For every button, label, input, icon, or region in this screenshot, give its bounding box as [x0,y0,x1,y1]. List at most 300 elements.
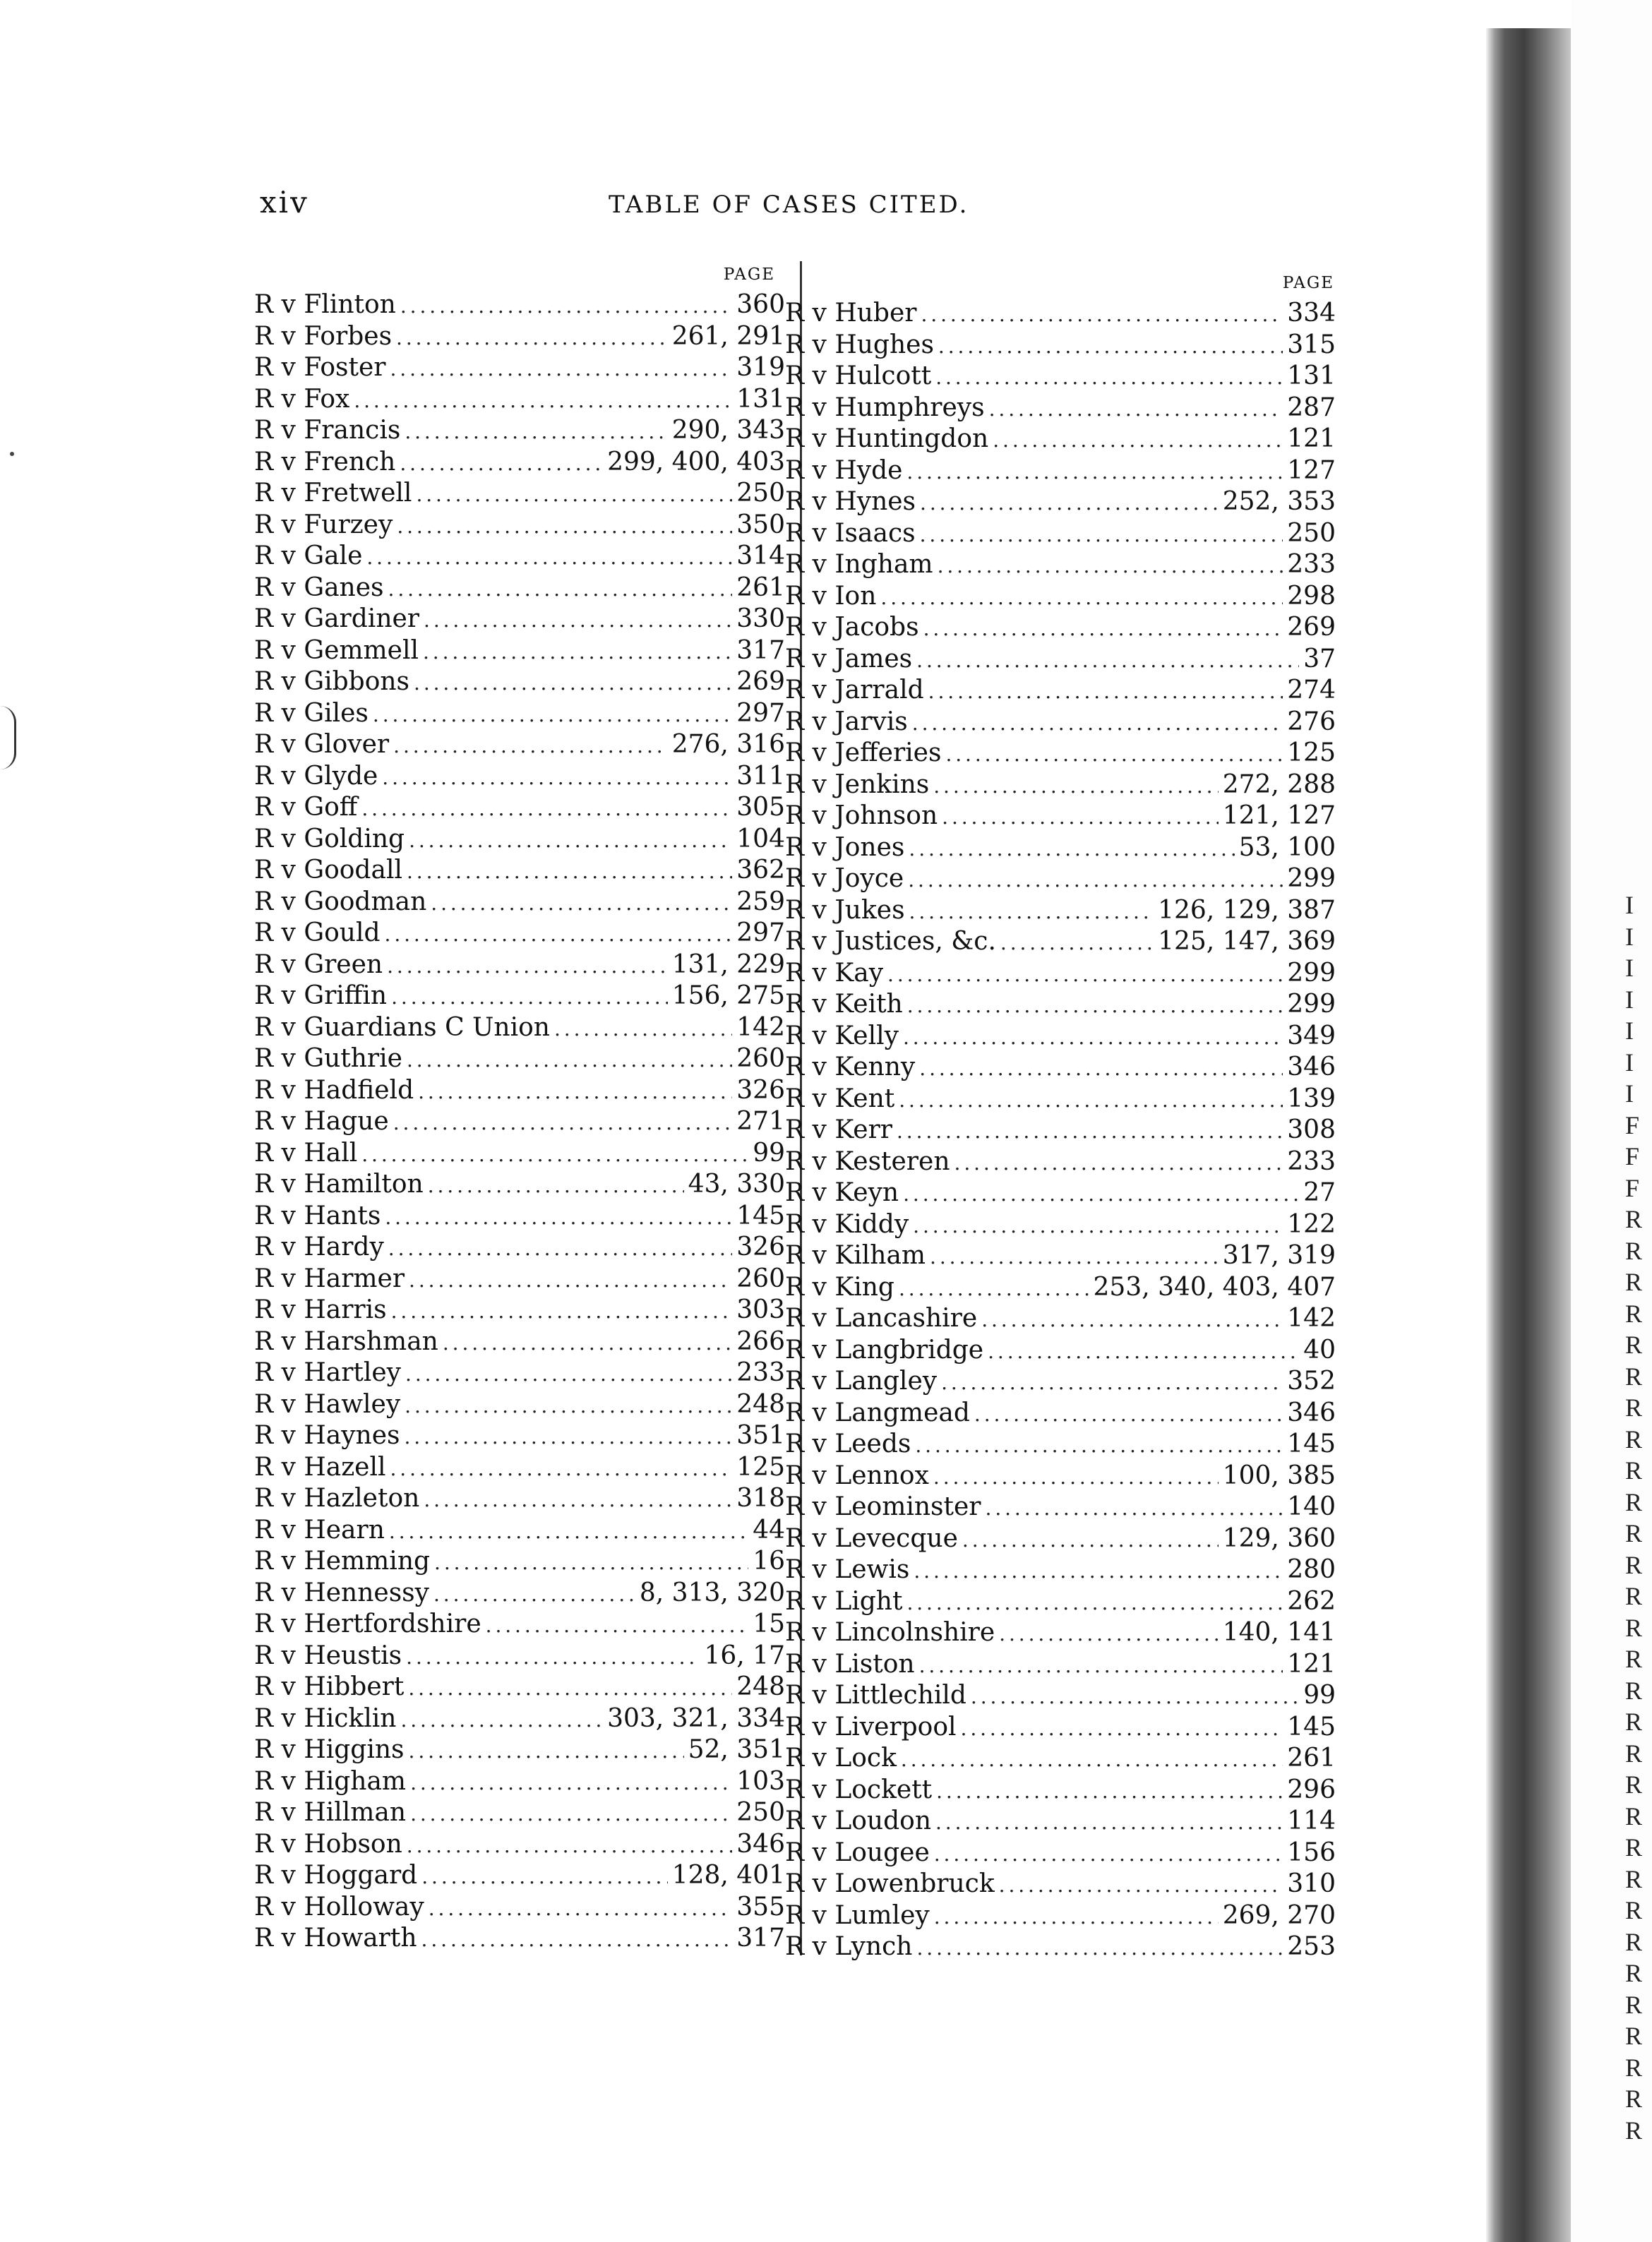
case-name: R v Leominster [785,1492,981,1521]
case-pages: 139 [1287,1084,1336,1113]
case-entry [785,832,1336,864]
dot-leader [434,1546,748,1578]
case-name: R v Hearn [254,1515,385,1545]
case-pages: 248 [736,1389,785,1419]
case-pages: 349 [1287,1021,1336,1050]
case-entry [254,918,785,949]
case-pages: 280 [1287,1555,1336,1584]
dot-leader [899,1272,1089,1304]
dot-leader [421,1923,733,1955]
dot-leader [361,792,732,824]
dot-leader [974,1398,1283,1429]
case-pages: 261 [736,573,785,602]
case-pages: 142 [1287,1304,1336,1333]
case-entry [785,1900,1336,1932]
case-name: R v Hamilton [254,1170,424,1199]
dot-leader [954,1146,1283,1178]
case-entry [785,1115,1336,1146]
case-entry [254,1578,785,1609]
dot-leader [935,361,1283,392]
case-entry [785,958,1336,990]
dot-leader [407,855,732,887]
case-name: R v Justices, &c. [785,927,996,956]
dot-leader [934,1838,1283,1869]
next-page-letters [1625,889,1651,2146]
case-pages: 128, 401 [671,1861,785,1890]
dot-leader [901,1743,1283,1775]
case-name: R v Francis [254,416,401,445]
case-pages: 351 [736,1421,785,1450]
case-entry [254,949,785,981]
case-name: R v Kent [785,1084,895,1113]
case-pages: 362 [736,856,785,885]
case-pages: 233 [1287,1146,1336,1176]
case-entry [785,738,1336,769]
dot-leader [416,478,732,510]
dot-leader [486,1609,749,1641]
case-entry [254,321,785,353]
next-page-letter: R [1625,1236,1643,1265]
case-entry [254,1860,785,1892]
dot-leader [409,824,732,856]
next-page-letter: I [1625,985,1634,1014]
case-list-left [254,289,785,1955]
case-pages: 315 [1287,330,1336,359]
case-name: R v King [785,1272,894,1302]
case-name: R v Gould [254,918,381,947]
dot-leader [366,541,732,573]
dot-leader [938,330,1283,361]
case-entry [785,1084,1336,1115]
case-entry [254,1389,785,1421]
page-column-heading: PAGE [1282,274,1334,292]
dot-leader [909,832,1234,864]
case-name: R v Kenny [785,1053,916,1081]
case-name: R v Lougee [785,1838,930,1867]
case-pages: 260 [736,1264,785,1293]
case-name: R v Jefferies [785,738,942,767]
next-page-letter: I [1625,1079,1634,1108]
case-entry [785,1554,1336,1586]
case-name: R v Giles [254,698,369,728]
case-name: R v Harris [254,1295,387,1324]
case-name: R v Light [785,1586,903,1616]
case-entry [785,424,1336,455]
case-entry [254,384,785,416]
case-entry [254,1420,785,1452]
next-page-letter: R [1625,1582,1643,1610]
case-entry [254,1892,785,1924]
case-entry [785,1021,1336,1053]
case-pages: 287 [1287,392,1336,422]
case-pages: 99 [753,1138,785,1168]
case-entry [254,635,785,667]
next-page-letter: R [1625,1927,1643,1956]
case-name: R v Langbridge [785,1335,984,1365]
dot-leader [407,1829,733,1861]
case-name: R v Ganes [254,573,384,602]
case-entry [254,887,785,918]
dot-leader [903,1177,1299,1209]
dot-leader [388,1232,733,1264]
case-entry [785,1492,1336,1523]
dot-leader [928,675,1283,707]
case-entry [785,1146,1336,1178]
case-pages: 350 [736,510,785,539]
case-name: R v Hartley [254,1358,402,1387]
case-pages: 15 [753,1609,785,1638]
case-name: R v Lynch [785,1932,913,1961]
dot-leader [554,1012,732,1044]
dot-leader [396,321,668,353]
case-entry [254,1326,785,1358]
next-page-letter: R [1625,1362,1643,1391]
case-pages: 121 [1287,1649,1336,1679]
case-pages: 299 [1287,864,1336,893]
case-pages: 355 [736,1892,785,1922]
case-name: R v Guardians C Union [254,1012,550,1042]
dot-leader [391,981,668,1012]
case-name: R v Lowenbruck [785,1869,995,1898]
case-pages: 121, 127 [1222,801,1336,830]
case-pages: 352 [1287,1367,1336,1396]
case-name: R v Gemmell [254,635,419,665]
dot-leader [938,549,1283,581]
case-entry [785,392,1336,424]
case-pages: 145 [1287,1712,1336,1742]
case-entry [254,1452,785,1484]
next-page-letter: R [1625,1959,1643,1987]
case-entry [254,289,785,321]
case-entry [785,330,1336,361]
case-pages: 259 [736,887,785,916]
case-pages: 233 [736,1358,785,1387]
dot-leader [424,604,732,635]
case-entry [785,675,1336,707]
case-entry [254,1483,785,1515]
dot-leader [354,384,732,416]
case-entry [785,298,1336,330]
case-entry [254,1703,785,1735]
next-page-letter: R [1625,1425,1643,1453]
case-name: R v Ion [785,581,877,611]
case-name: R v Gardiner [254,604,420,633]
dot-leader [961,1712,1283,1744]
next-page-letter: F [1625,1173,1640,1202]
case-name: R v Hughes [785,330,934,359]
case-entry [254,1169,785,1201]
case-entry [785,989,1336,1021]
case-entry [785,1680,1336,1712]
case-entry [785,1743,1336,1775]
dot-leader [400,447,603,479]
case-pages: 131 [736,384,785,414]
case-pages: 253 [1287,1932,1336,1961]
dot-leader [1000,926,1154,958]
case-name: R v Gale [254,541,363,570]
case-name: R v Liverpool [785,1712,957,1742]
dot-leader [921,298,1283,330]
dot-leader [410,1797,732,1829]
case-pages: 299 [1287,990,1336,1019]
dot-leader [993,424,1283,455]
case-pages: 334 [1287,299,1336,328]
case-name: R v Kilham [785,1241,926,1270]
case-pages: 252, 353 [1222,487,1336,516]
case-name: R v Hicklin [254,1703,397,1733]
dot-leader [433,1578,635,1609]
case-entry [254,1201,785,1233]
case-entry [254,478,785,510]
next-page-letter: R [1625,1708,1643,1736]
dot-leader [388,573,733,604]
case-pages: 126, 129, 387 [1158,895,1336,925]
case-pages: 37 [1303,644,1336,673]
dot-leader [909,895,1154,927]
dot-leader [936,1775,1283,1806]
case-name: R v Hynes [785,487,916,516]
case-name: R v Lancashire [785,1304,978,1333]
dot-leader [387,949,668,981]
dot-leader [408,1672,732,1703]
case-name: R v Hennessy [254,1578,429,1607]
case-pages: 317 [736,1924,785,1953]
case-entry [785,1806,1336,1838]
case-name: R v Lincolnshire [785,1618,995,1647]
case-name: R v Jukes [785,895,905,925]
dot-leader [933,769,1218,801]
dot-leader [429,1892,733,1924]
case-entry [254,510,785,541]
case-pages: 121 [1287,424,1336,453]
case-pages: 266 [736,1326,785,1356]
case-entry [785,612,1336,644]
scan-edge-mark [0,706,16,769]
case-name: R v Humphreys [785,392,985,422]
next-page-letter: R [1625,1331,1643,1359]
case-pages: 314 [736,541,785,570]
case-pages: 319 [736,353,785,382]
case-pages: 156 [1287,1838,1336,1867]
dot-leader [421,1860,667,1892]
case-entry [254,1232,785,1264]
next-page-letter: I [1625,1048,1634,1077]
case-entry [254,855,785,887]
case-name: R v Kerr [785,1115,892,1144]
case-name: R v Ingham [785,550,933,579]
next-page-letter: R [1625,1550,1643,1579]
case-name: R v Hants [254,1201,381,1230]
case-name: R v Griffin [254,981,388,1010]
next-page-letter: R [1625,2085,1643,2113]
running-head [0,185,1652,220]
case-pages: 276 [1287,707,1336,736]
case-name: R v Fretwell [254,479,412,508]
dot-leader [389,1515,748,1547]
case-entry [785,1398,1336,1429]
case-entry [254,761,785,793]
case-name: R v Hague [254,1107,389,1136]
case-pages: 298 [1287,581,1336,611]
case-pages: 27 [1303,1178,1336,1207]
dot-leader [914,1554,1283,1586]
dot-leader [880,581,1283,613]
case-name: R v Langmead [785,1398,970,1427]
cases-column-left [254,265,785,1955]
dot-leader [418,1075,732,1107]
case-name: R v Hadfield [254,1075,414,1105]
case-name: R v James [785,644,913,673]
case-pages: 129, 360 [1222,1523,1336,1553]
dot-leader [962,1523,1219,1555]
dot-leader [385,918,733,949]
case-pages: 299 [1287,958,1336,988]
case-pages: 52, 351 [688,1735,785,1764]
dot-leader [934,1900,1219,1932]
dot-leader [897,1115,1283,1146]
case-pages: 16 [753,1547,785,1576]
dot-leader [405,1389,732,1421]
next-page-letter: R [1625,2022,1643,2050]
page-title: TABLE OF CASES CITED. [609,191,969,219]
case-pages: 131, 229 [671,949,785,979]
case-entry [785,1429,1336,1461]
case-pages: 250 [1287,518,1336,548]
scan-speck [10,452,14,456]
next-page-letter: F [1625,1110,1640,1139]
case-pages: 260 [736,1044,785,1073]
case-entry [785,1649,1336,1681]
case-name: R v Hall [254,1138,358,1168]
case-name: R v Hobson [254,1829,402,1859]
case-name: R v Goodall [254,856,402,885]
next-page-letter: R [1625,1645,1643,1673]
case-entry [785,1869,1336,1900]
case-entry [785,895,1336,927]
case-name: R v Johnson [785,801,938,830]
case-pages: 290, 343 [671,416,785,445]
case-entry [254,729,785,761]
case-pages: 303, 321, 334 [607,1703,785,1733]
dot-leader [899,1084,1283,1115]
next-page-letter: R [1625,1676,1643,1705]
case-entry [785,769,1336,801]
case-name: R v Hazleton [254,1484,420,1513]
dot-leader [941,1366,1283,1398]
dot-leader [361,1138,748,1170]
next-page-letter: R [1625,1299,1643,1328]
dot-leader [933,1461,1219,1492]
case-entry [785,1366,1336,1398]
case-entry [254,415,785,447]
case-pages: 127 [1287,455,1336,485]
case-pages: 122 [1287,1209,1336,1239]
case-pages: 310 [1287,1869,1336,1898]
dot-leader [397,510,732,541]
case-name: R v Higgins [254,1735,405,1764]
case-pages: 360 [736,290,785,319]
case-name: R v Hardy [254,1233,384,1261]
next-page-letter: R [1625,1268,1643,1296]
case-name: R v Loudon [785,1806,931,1835]
case-entry [785,1303,1336,1335]
case-pages: 269, 270 [1222,1900,1336,1930]
case-name: R v Lumley [785,1900,930,1930]
case-pages: 145 [736,1201,785,1230]
case-entry [254,1797,785,1829]
dot-leader [930,1240,1219,1272]
case-entry [785,1240,1336,1272]
case-pages: 297 [736,698,785,728]
next-page-letter: R [1625,1205,1643,1233]
case-pages: 346 [1287,1053,1336,1081]
dot-leader [920,518,1283,550]
case-name: R v Jacobs [785,613,919,642]
case-entry [785,1209,1336,1241]
case-pages: 262 [1287,1586,1336,1616]
case-name: R v Harmer [254,1264,405,1293]
case-name: R v Furzey [254,510,393,539]
case-entry [785,518,1336,550]
next-page-letter: I [1625,1017,1634,1045]
dot-leader [906,455,1283,487]
dot-leader [915,1429,1283,1461]
page-column-heading: PAGE [723,265,775,284]
case-pages: 326 [736,1075,785,1105]
dot-leader [971,1680,1299,1712]
dot-leader [887,958,1283,990]
dot-leader [405,1357,732,1389]
next-page-letter: R [1625,1896,1643,1924]
case-entry [254,981,785,1012]
case-entry [785,926,1336,958]
case-pages: 140 [1287,1492,1336,1521]
case-list-right [785,298,1336,1963]
case-name: R v Hyde [785,455,903,485]
dot-leader [423,635,732,667]
case-entry [785,1272,1336,1304]
dot-leader [945,738,1283,769]
case-entry [254,1734,785,1766]
case-entry [254,1546,785,1578]
next-page-letter: R [1625,1393,1643,1422]
case-pages: 253, 340, 403, 407 [1093,1272,1336,1302]
dot-leader [986,1492,1283,1523]
case-pages: 261 [1287,1744,1336,1773]
dot-leader [424,1483,732,1515]
case-entry [254,1515,785,1547]
case-name: R v Kiddy [785,1209,909,1239]
case-entry [785,581,1336,613]
case-name: R v Lewis [785,1555,910,1584]
case-name: R v Keyn [785,1178,899,1207]
case-entry [254,1106,785,1138]
case-name: R v Holloway [254,1892,424,1922]
case-name: R v Guthrie [254,1044,402,1073]
dot-leader [393,729,668,761]
case-name: R v Kay [785,958,884,988]
dot-leader [999,1869,1283,1900]
case-name: R v Isaacs [785,518,916,548]
next-page-letter: R [1625,1739,1643,1768]
next-page-letter: R [1625,1833,1643,1862]
case-pages: 43, 330 [688,1170,785,1199]
case-entry [785,1712,1336,1744]
next-page-letter: R [1625,1802,1643,1830]
case-name: R v Jenkins [785,769,930,799]
case-pages: 131 [1287,361,1336,390]
case-pages: 16, 17 [704,1641,785,1670]
